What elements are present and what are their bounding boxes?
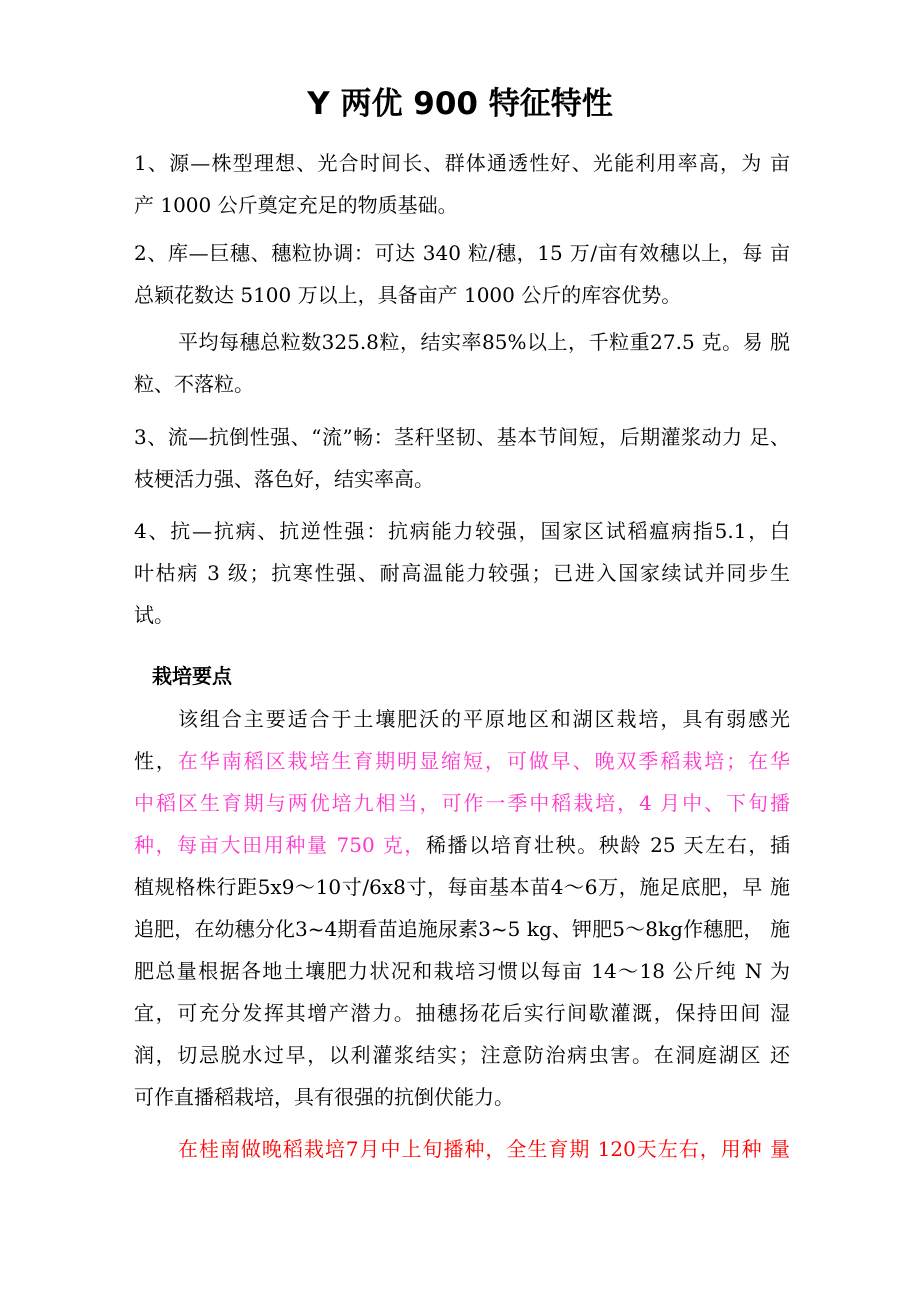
highlighted-line: 中稻区生育期与两优培九相当，可作一季中稻栽培，4 月中、下旬播 — [134, 791, 790, 815]
paragraph-source — [134, 142, 790, 226]
paragraph-line: 肥总量根据各地土壤肥力状况和栽培习惯以每亩 14～18 公斤纯 N 为 — [134, 959, 790, 983]
paragraph-line: 可作直播稻栽培，具有很强的抗倒伏能力。 — [134, 1085, 514, 1109]
paragraph-line: 枝梗活力强、落色好，结实率高。 — [134, 467, 434, 491]
highlighted-text: 在华南稻区栽培生育期明显缩短，可做早、晚双季稻栽培；在华 — [177, 749, 790, 773]
paragraph-line — [134, 824, 790, 866]
paragraph-line: 追肥，在幼穗分化3~4期看苗追施尿素3~5 kg、钾肥5～8kg作穗肥， 施 — [134, 917, 790, 941]
highlighted-text: 种，每亩大田用种量 750 克， — [134, 833, 426, 857]
paragraph-guinan — [134, 1128, 790, 1170]
paragraph-line: 3、流—抗倒性强、“流”畅：茎秆坚韧、基本节间短，后期灌浆动力 足、 — [134, 425, 790, 449]
paragraph-line: 1、源—株型理想、光合时间长、群体通透性好、光能利用率高，为 亩 — [134, 151, 790, 175]
paragraph-line — [134, 740, 790, 782]
paragraph-line: 总颖花数达 5100 万以上，具备亩产 1000 公斤的库容优势。 — [134, 283, 682, 307]
paragraph-line: 宜，可充分发挥其增产潜力。抽穗扬花后实行间歇灌溉，保持田间 湿 — [134, 1001, 790, 1025]
text-run: 稀播以培育壮秧。秧龄 25 天左右，插 — [425, 833, 790, 857]
text-run: 性， — [134, 749, 178, 773]
paragraph-line: 叶枯病 3 级；抗寒性强、耐高温能力较强；已进入国家续试并同步生 — [134, 561, 790, 585]
paragraph-line: 2、库—巨穗、穗粒协调：可达 340 粒/穗，15 万/亩有效穗以上，每 亩 — [134, 241, 790, 265]
highlighted-line: 在桂南做晚稻栽培7月中上旬播种，全生育期 120天左右，用种 量 — [178, 1137, 790, 1161]
paragraph-line: 平均每穗总粒数325.8粒，结实率85%以上，千粒重27.5 克。易 脱 — [178, 330, 790, 354]
section-heading: 栽培要点 — [152, 664, 232, 688]
paragraph-cultivation — [134, 698, 790, 1118]
paragraph-line: 产 1000 公斤奠定充足的物质基础。 — [134, 193, 458, 217]
paragraph-line: 4、抗—抗病、抗逆性强：抗病能力较强，国家区试稻瘟病指5.1，白 — [134, 519, 790, 543]
paragraph-line: 粒、不落粒。 — [134, 372, 254, 396]
paragraph-sink — [134, 232, 790, 316]
paragraph-grain-stats — [134, 321, 790, 405]
paragraph-line: 该组合主要适合于土壤肥沃的平原地区和湖区栽培，具有弱感光 — [178, 707, 790, 731]
paragraph-line: 植规格株行距5x9～10寸/6x8寸，每亩基本苗4～6万，施足底肥，早 施 — [134, 875, 790, 899]
paragraph-flow — [134, 416, 790, 500]
paragraph-line: 润，切忌脱水过早，以利灌浆结实；注意防治病虫害。在洞庭湖区 还 — [134, 1043, 790, 1067]
document-title: Y 两优 900 特征特性 — [307, 86, 613, 122]
paragraph-line: 试。 — [134, 603, 174, 627]
paragraph-resistance — [134, 510, 790, 636]
